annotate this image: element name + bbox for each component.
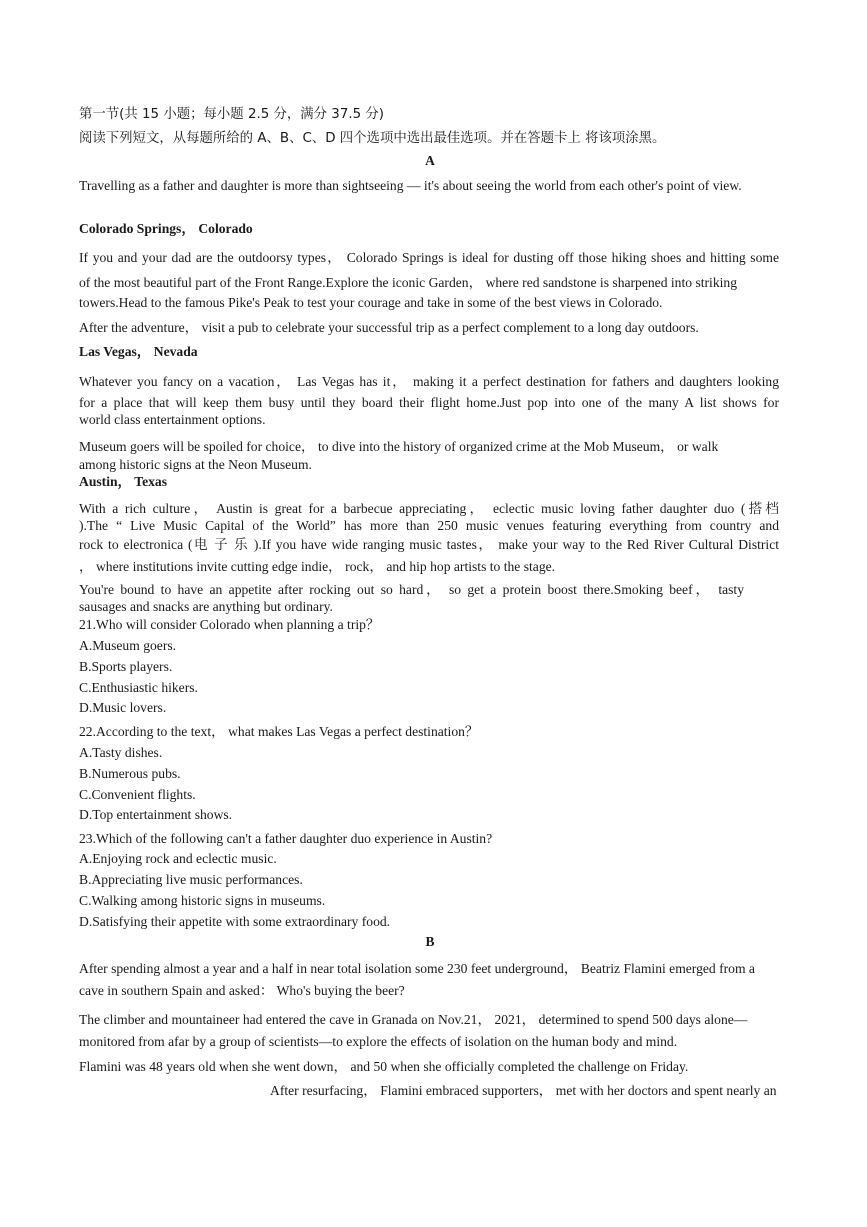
question-23-option-a: A.Enjoying rock and eclectic music. [79, 851, 277, 866]
passage-b-paragraph-line: Flamini was 48 years old when she went down， and 50 when she officially completed the challenge on Friday. [79, 1059, 689, 1074]
colorado-paragraph-line: of the most beautiful part of the Front Range.Explore the iconic Garden， where red sandstone is sharpened into striking [79, 275, 737, 290]
austin-paragraph-line: ， where institutions invite cutting edge indie， rock， and hip hop artists to the stage. [79, 559, 556, 574]
passage-b-paragraph-line: After resurfacing， Flamini embraced supporters， met with her doctors and spent nearly an [270, 1083, 777, 1098]
section-header: 第一节(共 15 小题；每小题 2.5 分，满分 37.5 分) [79, 107, 384, 122]
austin-paragraph-line: With a rich culture， Austin is great for a barbecue appreciating， eclectic music loving father daughter duo (搭档 [79, 501, 779, 516]
austin-paragraph-2-line: You're bound to have an appetite after rocking out so hard， so get a protein boost there.Smoking beef， tasty [79, 582, 744, 597]
austin-paragraph-line: rock to electronica (电 子 乐 ).If you have wide ranging music tastes， make your way to the Red River Cultural District [79, 537, 779, 552]
austin-heading: Austin， Texas [79, 474, 168, 489]
question-22-option-d: D.Top entertainment shows. [79, 807, 233, 822]
question-22-stem: 22.According to the text， what makes Las Vegas a perfect destination？ [79, 724, 479, 739]
vegas-paragraph-2-line: Museum goers will be spoiled for choice， to dive into the history of organized crime at the Mob Museum， or walk [79, 439, 719, 454]
question-21-option-a: A.Museum goers. [79, 638, 177, 653]
question-21-option-b: B.Sports players. [79, 659, 173, 674]
section-instruction: 阅读下列短文，从每题所给的 A、B、C、D 四个选项中选出最佳选项。并在答题卡上 将该项涂黑。 [79, 131, 666, 146]
austin-paragraph-line: ).The “ Live Music Capital of the World” has more than 250 music venues featuring everything from country and [79, 518, 779, 533]
vegas-paragraph-line: world class entertainment options. [79, 412, 266, 427]
passage-b-paragraph-line: cave in southern Spain and asked： Who's buying the beer? [79, 983, 405, 998]
passage-a-title: A [425, 153, 435, 168]
question-23-stem: 23.Which of the following can't a father daughter duo experience in Austin? [79, 831, 493, 846]
colorado-paragraph-line: If you and your dad are the outdoorsy types， Colorado Springs is ideal for dusting off those hiking shoes and hitting some [79, 250, 779, 265]
question-23-option-c: C.Walking among historic signs in museums. [79, 893, 326, 908]
passage-b-paragraph-line: After spending almost a year and a half in near total isolation some 230 feet underground， Beatriz Flamini emerged from a [79, 961, 755, 976]
question-21-option-d: D.Music lovers. [79, 700, 167, 715]
colorado-heading: Colorado Springs， Colorado [79, 221, 253, 236]
question-22-option-c: C.Convenient flights. [79, 787, 196, 802]
question-21-option-c: C.Enthusiastic hikers. [79, 680, 198, 695]
vegas-paragraph-line: Whatever you fancy on a vacation， Las Vegas has it， making it a perfect destination for fathers and daughters looking [79, 374, 779, 389]
passage-b-title: B [425, 934, 435, 949]
question-22-option-a: A.Tasty dishes. [79, 745, 163, 760]
colorado-paragraph-2: After the adventure， visit a pub to celebrate your successful trip as a perfect complement to a long day outdoors. [79, 320, 699, 335]
vegas-heading: Las Vegas， Nevada [79, 344, 198, 359]
question-22-option-b: B.Numerous pubs. [79, 766, 181, 781]
passage-b-paragraph-line: The climber and mountaineer had entered the cave in Granada on Nov.21， 2021， determined to spend 500 days alone— [79, 1012, 748, 1027]
austin-paragraph-2-line: sausages and snacks are anything but ordinary. [79, 599, 333, 614]
question-23-option-b: B.Appreciating live music performances. [79, 872, 303, 887]
vegas-paragraph-2-line: among historic signs at the Neon Museum. [79, 457, 312, 472]
vegas-paragraph-line: for a place that will keep them busy until they board their flight home.Just pop into one of the many A list shows for [79, 395, 779, 410]
passage-a-intro: Travelling as a father and daughter is more than sightseeing — it's about seeing the world from each other's point of view. [79, 178, 742, 193]
question-21-stem: 21.Who will consider Colorado when planning a trip？ [79, 617, 380, 632]
question-23-option-d: D.Satisfying their appetite with some extraordinary food. [79, 914, 391, 929]
passage-b-paragraph-line: monitored from afar by a group of scientists—to explore the effects of isolation on the human body and mind. [79, 1034, 678, 1049]
colorado-paragraph-line: towers.Head to the famous Pike's Peak to test your courage and take in some of the best views in Colorado. [79, 295, 663, 310]
